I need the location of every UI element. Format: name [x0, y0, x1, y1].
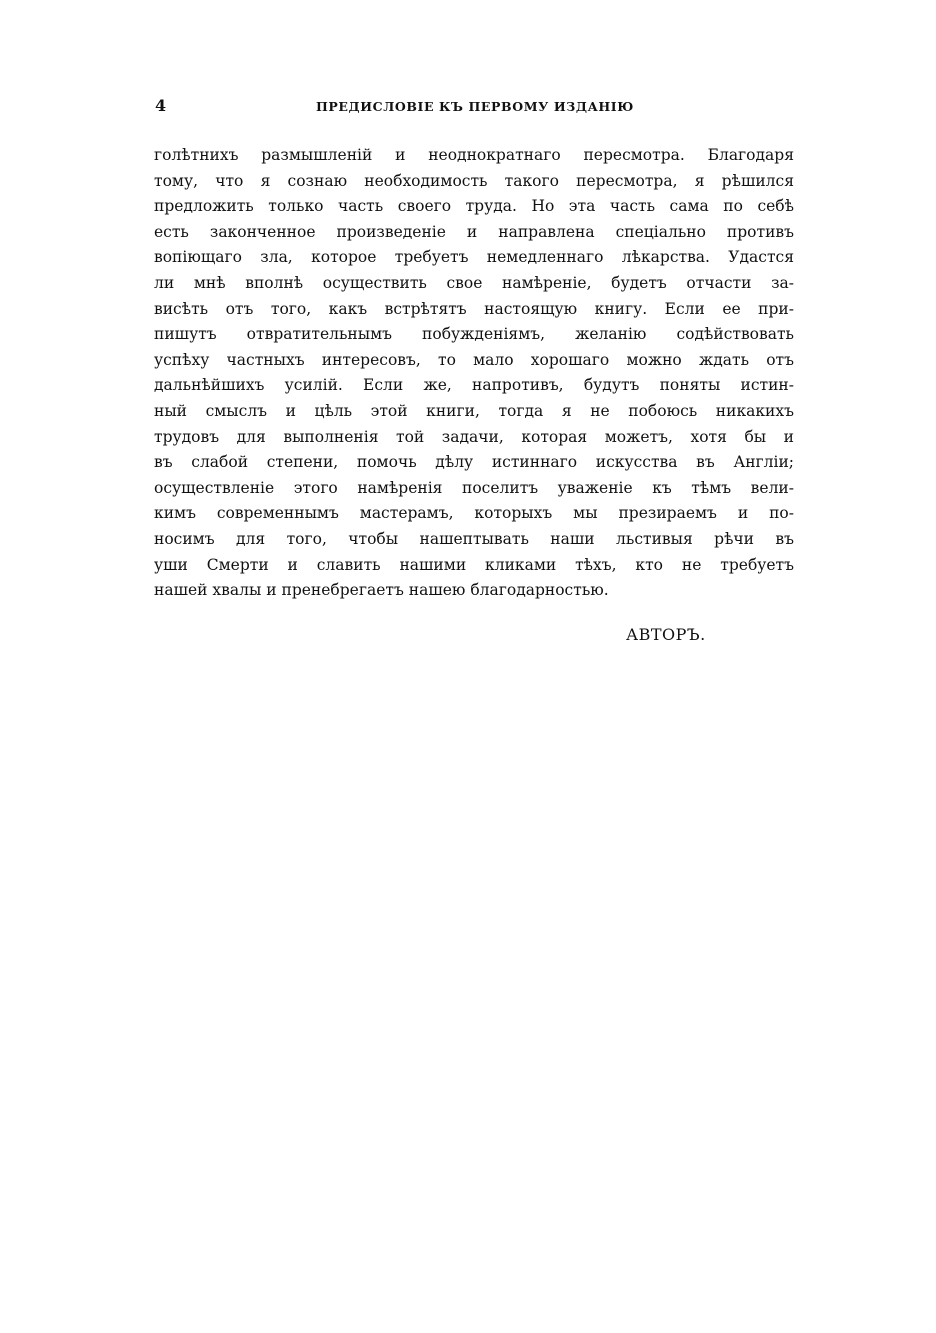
- page-number: 4: [155, 96, 167, 115]
- text-line: въ слабой степени, помочь дѣлу истиннаго искусства въ Англіи;: [154, 453, 794, 472]
- text-line: нашей хвалы и пренебрегаетъ нашею благодарностью.: [154, 581, 609, 600]
- text-line: кимъ современнымъ мастерамъ, которыхъ мы презираемъ и по-: [154, 504, 794, 523]
- text-line: тому, что я сознаю необходимость такого пересмотра, я рѣшился: [154, 171, 794, 190]
- running-head: ПРЕДИСЛОВІЕ КЪ ПЕРВОМУ ИЗДАНІЮ: [316, 99, 634, 114]
- text-line: висѣть отъ того, какъ встрѣтятъ настоящую книгу. Если ее при-: [154, 299, 794, 318]
- author-signature: АВТОРЪ.: [626, 625, 706, 644]
- body-paragraph: [154, 143, 794, 604]
- text-line: трудовъ для выполненія той задачи, которая можетъ, хотя бы и: [154, 427, 794, 446]
- text-line: осуществленіе этого намѣренія поселитъ уваженіе къ тѣмъ вели-: [154, 478, 794, 497]
- text-line: носимъ для того, чтобы нашептывать наши льстивыя рѣчи въ: [154, 529, 794, 548]
- text-line: есть законченное произведеніе и направлена спеціально противъ: [154, 222, 794, 241]
- text-line: голѣтнихъ размышленій и неоднократнаго пересмотра. Благодаря: [154, 146, 794, 164]
- text-line: успѣху частныхъ интересовъ, то мало хорошаго можно ждать отъ: [154, 350, 794, 369]
- text-line: вопіющаго зла, которое требуетъ немедленнаго лѣкарства. Удастся: [154, 248, 794, 267]
- text-line: дальнѣйшихъ усилій. Если же, напротивъ, будутъ поняты истин-: [154, 376, 794, 395]
- text-line: уши Смерти и славить нашими кликами тѣхъ, кто не требуетъ: [154, 555, 794, 574]
- text-line: ли мнѣ вполнѣ осуществить свое намѣреніе, будетъ отчасти за-: [154, 273, 794, 292]
- text-line: пишутъ отвратительнымъ побужденіямъ, желанію содѣйствовать: [154, 325, 794, 344]
- text-line: ный смыслъ и цѣль этой книги, тогда я не побоюсь никакихъ: [154, 401, 794, 420]
- text-line: предложить только часть своего труда. Но эта часть сама по себѣ: [154, 197, 794, 216]
